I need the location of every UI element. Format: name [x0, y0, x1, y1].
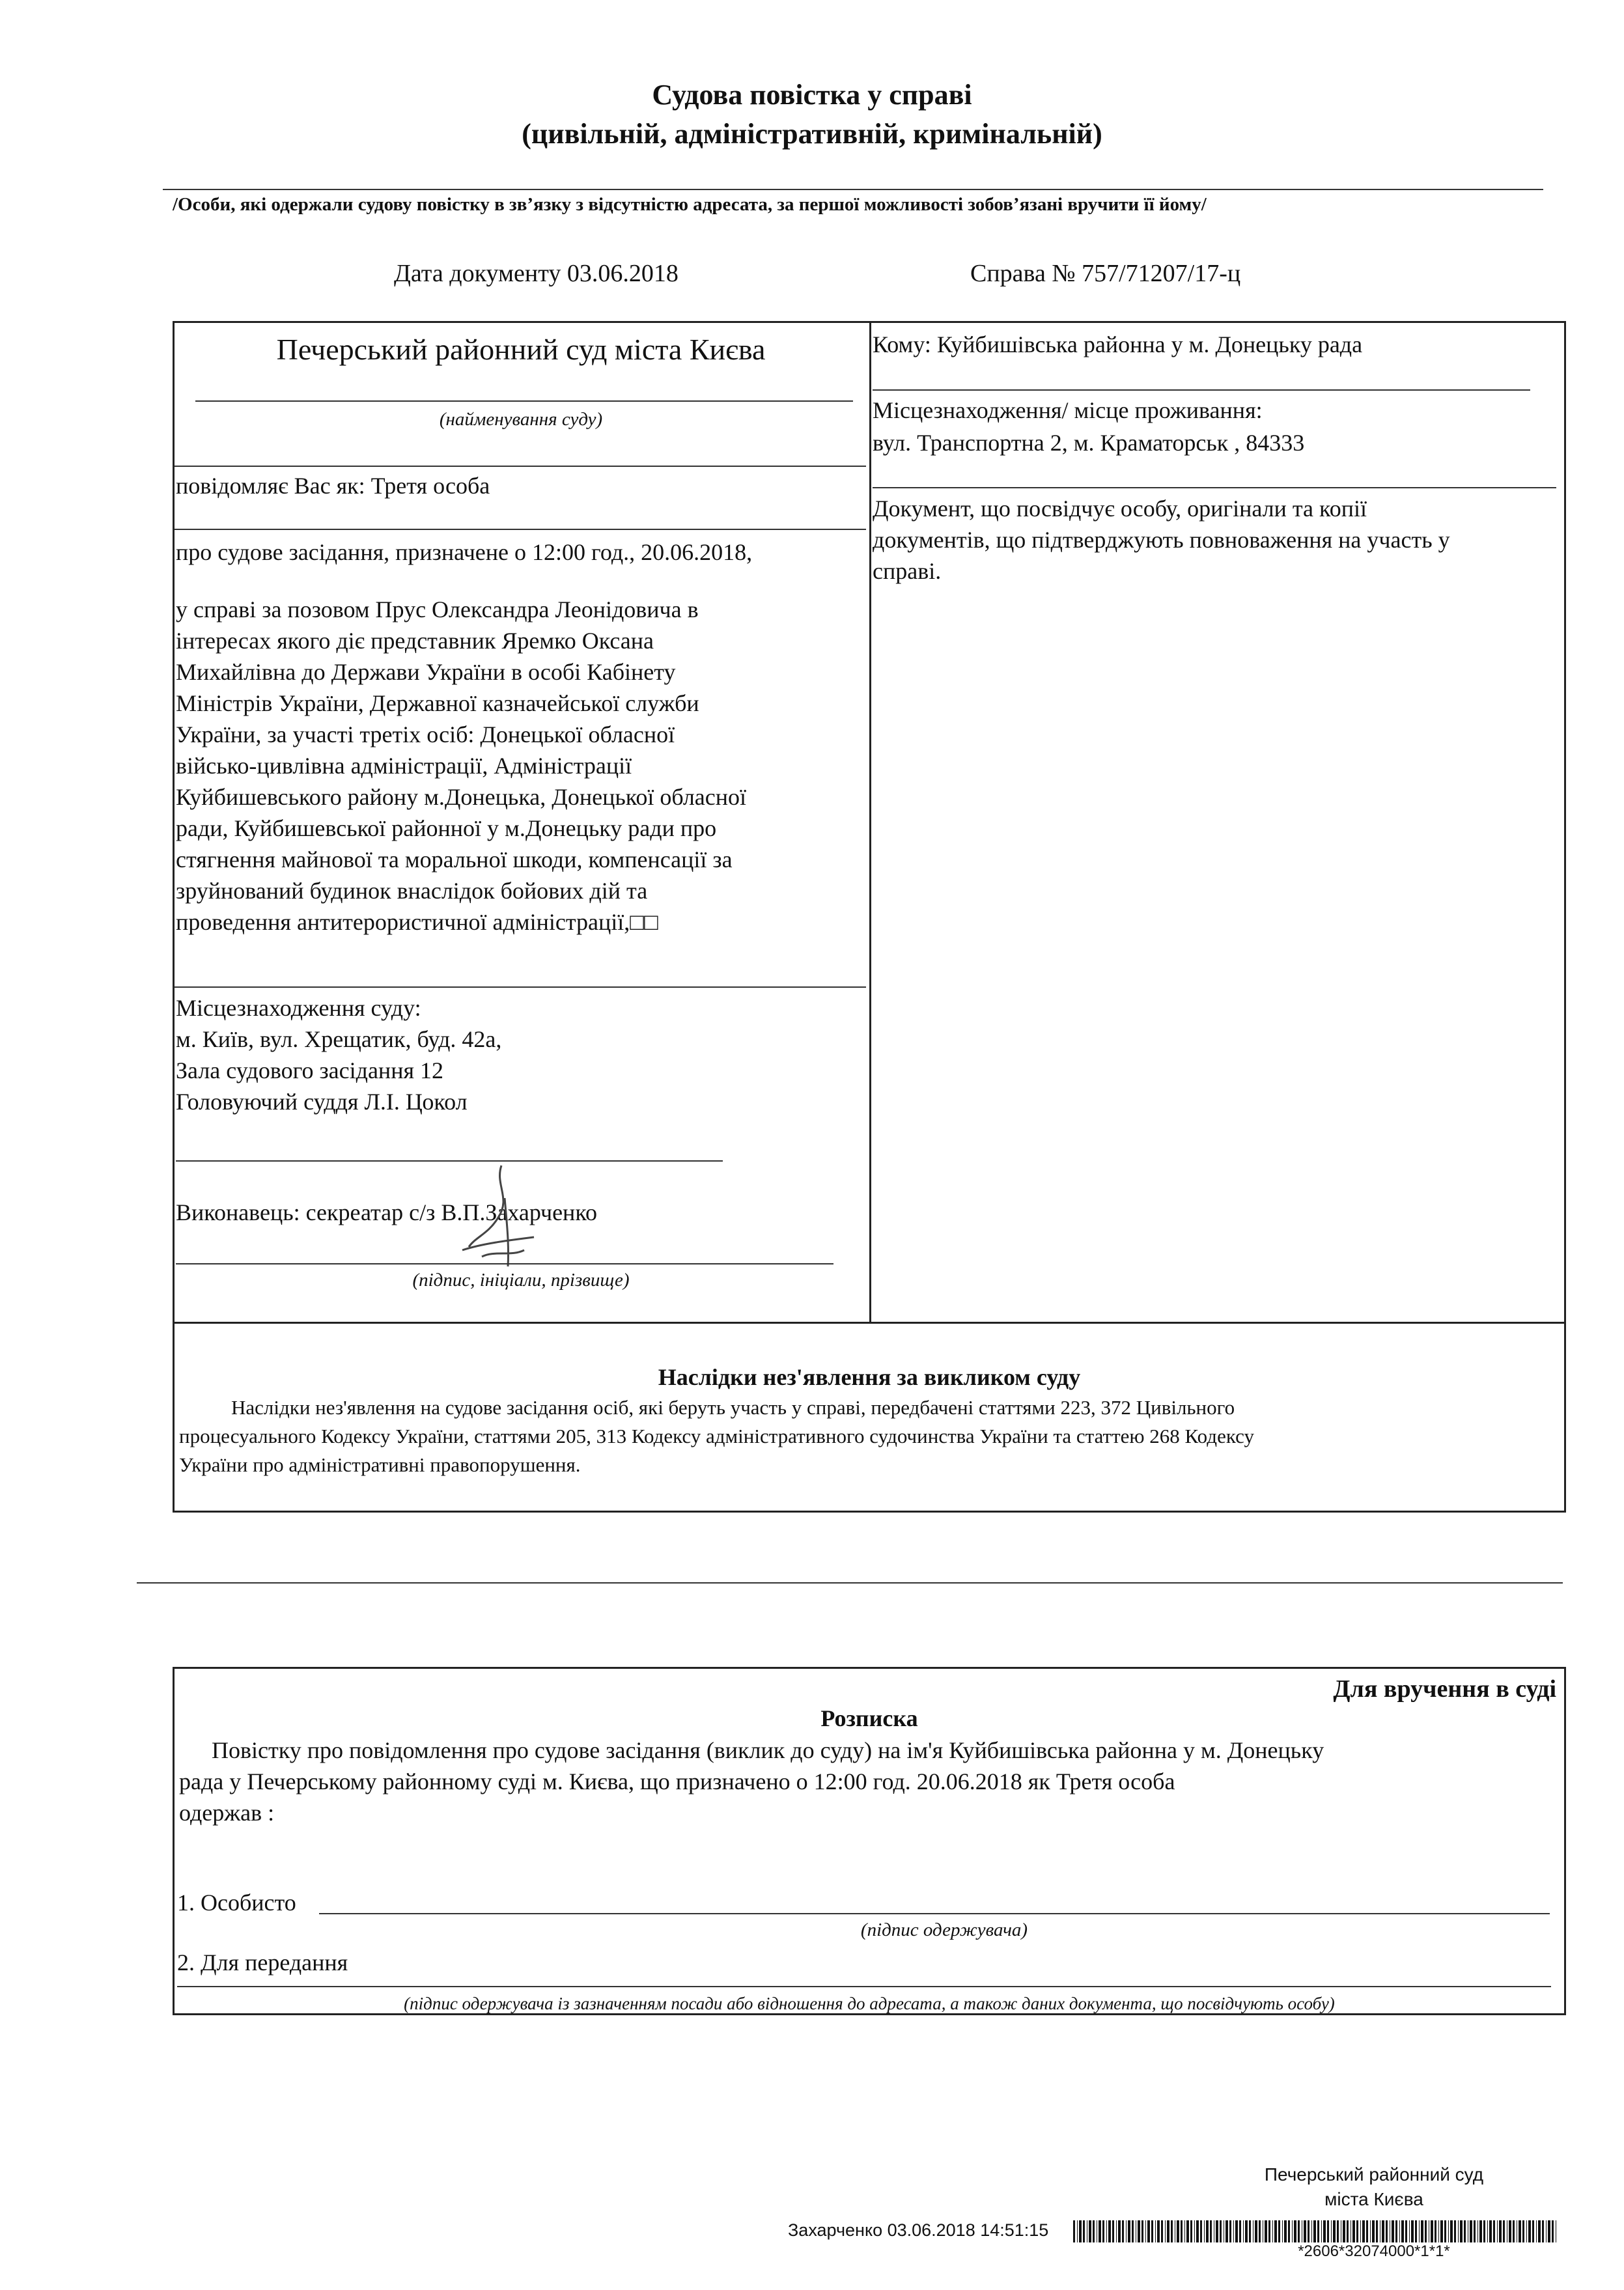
case-number: Справа № 757/71207/17-ц — [970, 260, 1241, 287]
court-name-underline — [195, 400, 853, 402]
case-line: Міністрів України, Державної казначейської служби — [176, 690, 699, 716]
delivery-notice: /Особи, які одержали судову повістку в зв’язку з відсутністю адресата, за першої можливості зобов’язані вручити її йому/ — [173, 194, 1207, 215]
footer-stamp-court: Печерський районний суд — [1264, 2164, 1484, 2185]
location-hall: Зала судового засідання 12 — [176, 1057, 444, 1083]
consequences-line: процесуального Кодексу України, статтями 205, 313 Кодексу адміністративного судочинства України та статтею 268 Кодексу — [179, 1425, 1254, 1447]
barcode-icon — [1073, 2220, 1556, 2242]
executor: Виконавець: секреатар с/з В.П.Захарченко — [176, 1199, 597, 1225]
receipt-line: Повістку про повідомлення про судове засідання (виклик до суду) на ім'я Куйбишівська районна у м. Донецьку — [212, 1737, 1324, 1763]
row-divider — [175, 986, 866, 988]
receipt-corner-label: Для вручення в суді — [1333, 1675, 1556, 1703]
case-line: військо-цивлівна адміністрації, Адміністрації — [176, 753, 632, 779]
address-underline — [873, 487, 1556, 488]
consequences-text — [179, 1393, 1560, 1479]
notify-as: повідомляє Вас як: Третя особа — [176, 473, 490, 499]
document-title: Судова повістка у справі — [652, 79, 972, 111]
case-line: Михайлівна до Держави України в особі Кабінету — [176, 659, 676, 685]
case-description — [176, 594, 866, 938]
case-line: стягнення майнової та моральної шкоди, компенсації за — [176, 846, 733, 873]
barcode-text: *2606*32074000*1*1* — [1298, 2242, 1450, 2260]
receipt-line: одержав : — [179, 1800, 275, 1826]
court-caption: (найменування суду) — [439, 409, 603, 430]
case-line: у справі за позовом Прус Олександра Леонідовича в — [176, 596, 699, 622]
divider — [163, 189, 1543, 190]
signature-underline — [176, 1263, 833, 1264]
tear-line — [137, 1582, 1563, 1584]
footer-stamp-city: міста Києва — [1324, 2189, 1423, 2209]
documents-line: Документ, що посвідчує особу, оригінали та копії — [873, 496, 1367, 522]
required-documents — [873, 493, 1556, 587]
address-label: Місцезнаходження/ місце проживання: — [873, 397, 1263, 423]
receipt-text — [179, 1735, 1560, 1828]
hearing-info: про судове засідання, призначене о 12:00 год., 20.06.2018, — [176, 539, 753, 565]
consequences-title: Наслідки нез'явлення за викликом суду — [658, 1364, 1081, 1390]
documents-line: документів, що підтверджують повноваження на участь у — [873, 527, 1450, 553]
transfer-signature-caption: (підпис одержувача із зазначенням посади або відношення до адресата, а також даних документа, що посвідчують особу) — [404, 1994, 1335, 2013]
case-line: ради, Куйбишевської районної у м.Донецьку ради про — [176, 815, 717, 841]
receipt-transfer: 2. Для передання — [177, 1949, 348, 1976]
personal-signature-line — [319, 1913, 1550, 1914]
signature-icon — [449, 1159, 553, 1276]
transfer-signature-line — [177, 1986, 1551, 1987]
recipient-underline — [873, 389, 1530, 391]
column-divider — [869, 321, 871, 1324]
consequences-line: України про адміністративні правопорушення. — [179, 1453, 581, 1476]
receipt-personal: 1. Особисто — [177, 1890, 296, 1916]
case-line: інтересах якого діє представник Яремко Оксана — [176, 628, 654, 654]
location-address: м. Київ, вул. Хрещатик, буд. 42а, — [176, 1026, 502, 1052]
court-name: Печерський районний суд міста Києва — [276, 333, 766, 366]
receipt-line: рада у Печерському районному суді м. Києва, що призначено о 12:00 год. 20.06.2018 як Третя особа — [179, 1768, 1175, 1794]
row-divider — [175, 466, 866, 467]
documents-line: справі. — [873, 558, 942, 584]
case-line: Куйбишевського району м.Донецька, Донецької обласної — [176, 784, 747, 810]
case-line: України, за участі третіх осіб: Донецької обласної — [176, 721, 675, 747]
recipient-address: вул. Транспортна 2, м. Краматорськ , 84333 — [873, 430, 1305, 456]
document-date: Дата документу 03.06.2018 — [394, 260, 679, 287]
case-line: проведення антитерористичної адміністрації,□□ — [176, 909, 658, 935]
footer-printed: Захарченко 03.06.2018 14:51:15 — [788, 2220, 1049, 2240]
recipient: Кому: Куйбишівська районна у м. Донецьку рада — [873, 331, 1363, 357]
personal-signature-caption: (підпис одержувача) — [860, 1920, 1028, 1940]
signature-caption: (підпис, ініціали, прізвище) — [412, 1270, 630, 1291]
consequences-line: Наслідки нез'явлення на судове засідання осіб, які беруть участь у справі, передбачені статтями 223, 372 Цивільного — [231, 1396, 1235, 1419]
row-divider — [175, 529, 866, 530]
document-subtitle: (цивільній, адміністративній, кримінальній) — [522, 118, 1102, 150]
receipt-title: Розписка — [820, 1705, 918, 1731]
case-line: зруйнований будинок внаслідок бойових дій та — [176, 878, 648, 904]
court-location — [176, 992, 866, 1117]
location-judge: Головуючий суддя Л.І. Цокол — [176, 1089, 468, 1115]
location-label: Місцезнаходження суду: — [176, 995, 421, 1021]
